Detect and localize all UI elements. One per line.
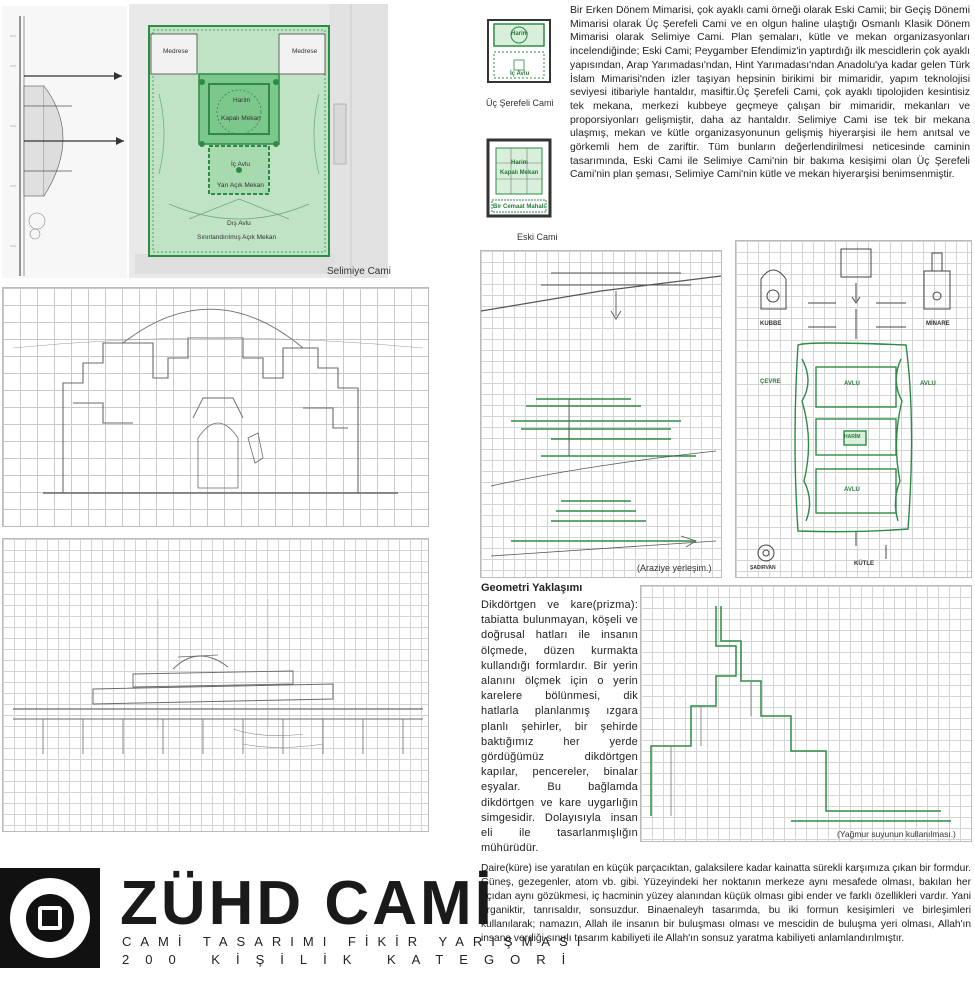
sketch-label-avlu-top: AVLU — [844, 381, 860, 387]
caption-yagmur: (Yağmur suyunun kullanılması.) — [837, 829, 956, 839]
plan-label-medrese-left: Medrese — [163, 48, 189, 55]
uc-serefeli-harim-label: Harim — [511, 31, 529, 37]
sketch-label-kubbe: KUBBE — [760, 321, 782, 327]
plan-label-ic-avlu: İç Avlu — [231, 161, 251, 168]
sketch-yagmur-suyu — [640, 585, 972, 842]
geometri-heading: Geometri Yaklaşımı — [481, 582, 583, 594]
sketch-label-kutle: KÜTLE — [854, 561, 874, 567]
geometri-text-body: Dikdörtgen ve kare(prizma): tabiatta bulunmayan, köşeli ve doğrusal hatları ile insanın ölçmede, düzen kurmakta kullandığı formlardır. Bir yerin alanını ölçmek için o yerin karelere bölünmesi, dik hatlarla planlanmış ızgara planlı şehirler, bir şehirde baktığımız her yerde gördüğümüz dikdörtgen kapılar, pencereler, binalar eşyalar. Bu bağlamda dikdörtgen ve kare uygarlığın simgesidir. Dolayısıyla insan eli ile tasarlanmışlığın mühürüdür. — [481, 599, 638, 855]
project-title: ZÜHD CAMİ — [120, 869, 495, 938]
plan-label-harim: Harim — [233, 97, 251, 104]
sketch-arazi-yerlesim — [480, 250, 722, 578]
plan-label-yari-acik-mekan: Yarı Açık Mekan — [217, 182, 264, 189]
sketch-label-harim: HARİM — [844, 434, 861, 440]
daire-text: Daire(küre) ise yaratılan en küçük parçacıktan, galaksilere kadar kainatta sürekli karşımıza çıkan bir formdur. Güneş, gezegenler, atom vb. gibi. Yüzeyindeki her noktanın merkeze aynı mesafede olması, bakılan her açıdan aynı gözükmesi, iç hacminin yüzey alanından küçük olması gibi ender ve farklı özellikleri vardır. Yani organiktir, tanrısaldır, sonsuzdur. Binaenaleyh tasarımda, bu iki formun kesişimleri ve birleşimleri kullanılarak; namazın, Allah ile insanın bir buluşması olması ve mescidin de buluşma yeri olması, Allah'ın insana verdiği sınırlı tasarım kabiliyeti ile Allah'ın sonsuz yaratma kabiliyeti anlamlandırılmıştır. — [481, 863, 971, 944]
eski-acik-label: Bir Cemaat Mahali — [493, 204, 546, 210]
sketch-label-minare: MİNARE — [926, 321, 950, 327]
selimiye-site-plan — [129, 4, 391, 278]
elevation-drawing — [2, 6, 127, 278]
caption-uc-serefeli: Üç Şerefeli Cami — [486, 98, 554, 108]
category-subtitle: 200 KİŞİLİK KATEGORİ — [122, 952, 582, 967]
eski-kapali-label: Kapalı Mekan — [500, 170, 539, 176]
uc-serefeli-plan — [486, 18, 552, 84]
caption-arazi: (Araziye yerleşim.) — [637, 563, 712, 573]
sketch-perspective — [2, 538, 429, 832]
sketch-label-avlu-right: AVLU — [920, 381, 936, 387]
plan-label-sinirlandirilmis: Sınırlandırılmış Açık Mekan — [197, 234, 277, 241]
eski-cami-plan — [486, 138, 552, 218]
plan-label-kapali-mekan: Kapalı Mekan — [221, 115, 261, 122]
sketch-label-sadirvan: ŞADIRVAN — [750, 565, 776, 571]
uc-serefeli-ic-avlu-label: İç Avlu — [510, 71, 530, 77]
plan-label-dis-avlu: Dış Avlu — [227, 220, 251, 227]
logo — [0, 868, 100, 968]
caption-eski: Eski Cami — [517, 232, 558, 242]
intro-text: Bir Erken Dönem Mimarisi, çok ayaklı cami örneği olarak Eski Camii; bir Geçiş Dönemi Mimarisi olarak Üç Şerefeli Cami ve en olgun haline ulaştığı Osmanlı Klasik Dönem Mimarisi olarak Selimiye Cami. Plan şemaları, kütle ve mekan organizasyonları incelendiğinde; Eski Cami; Peygamber Efendimiz'in yaptırdığı ilk mescidlerin çok ayaklı yapısından, Arap Yarımadası'ndan, Hint Yarımadası'ndan Anadolu'ya kadar gelen Türk İslam Mimarisi'nden izler taşıyan hepsinin birikimi bir mimaridir, yapım teknolojisi seviyesi itibariyle hantaldır, masiftir.Üç Şerefeli Cami, çok ayaklı tipolojiden kesintisiz tek mekana, merkezi kubbeye geçmeye çalışan bir mimaridir, mekanları ve proporsiyonları gelişmiştir, daha az hantaldır. Selimiye Cami ise tek bir mekana ulaşmış, mekan ve kütle organizasyonunun gelişmiş hiyerarşisi ile hem anıtsal ve görkemli hem de zariftir. Tüm bunların değerlendirilmesi neticesinde caminin tasarımında, Eski Cami ile Selimiye Cami'nin bir bakıma kesişimi olan Üç Şerefeli Cami'nin plan şeması, Selimiye Cami'nin kütle ve mekan hiyerarşisi benimsenmiştir. — [570, 5, 970, 181]
competition-subtitle: CAMİ TASARIMI FİKİR YARIŞMASI — [122, 934, 590, 949]
eski-harim-label: Harim — [511, 160, 529, 166]
sketch-elevation — [2, 287, 429, 527]
caption-selimiye: Selimiye Cami — [327, 266, 391, 277]
intro-paragraph — [570, 4, 970, 246]
sketch-concept-diagram — [735, 240, 972, 578]
plan-label-medrese-right: Medrese — [292, 48, 318, 55]
sketch-label-avlu-bottom: AVLU — [844, 487, 860, 493]
geometri-text — [481, 598, 638, 860]
sketch-label-cevre: ÇEVRE — [760, 379, 781, 385]
